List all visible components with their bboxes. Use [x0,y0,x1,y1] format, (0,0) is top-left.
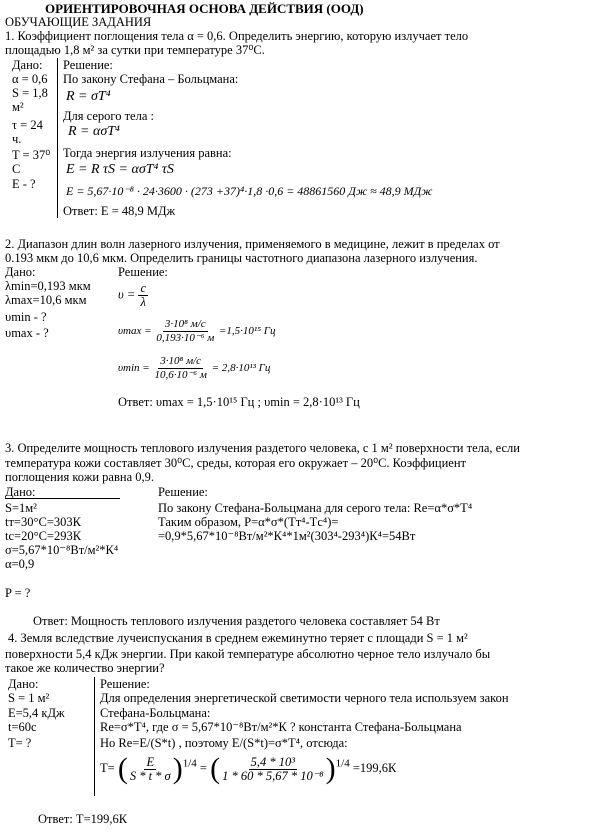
problem1-formula-energy: E = R τS = ασT⁴ τS [66,162,174,177]
problem1-given-item: ч. [12,132,22,146]
problem1-given-item: м² [12,100,24,114]
problem4-formula: T= ( $\frac{E}{S * t * \sigma}$ )$^{1/4}$ = ( $\frac{\text{5,4 * 10³}}{\text{1 * 60 * 5,67 * 10⁻⁸}}$ )$^{1/4}$ =199,6К [100,752,397,785]
problem3-given-item: S=1м² [5,501,37,515]
problem1-solution-text: Для серого тела : [63,109,154,123]
problem4-given-item: S = 1 м² [8,691,50,705]
problem2-formula-min: υmin = $\frac{\text{3·10⁸ м/с}}{\text{10,6·10⁻⁶ м}}$ = 2,8·10¹³ Гц [118,355,271,381]
problem4-line3: такое же количество энергии? [5,661,165,675]
problem2-solution-heading: Решение: [118,265,168,279]
problem3-given-item: tт=30°C=303К [5,515,81,529]
problem1-given-heading: Дано: [12,58,43,72]
problem3-given-item: σ=5,67*10⁻⁸Вт/м²*К⁴ [5,543,119,557]
problem2-given-item: υmax - ? [5,326,49,340]
problem4-solution-text: Но Re=E/(S*t) , поэтому E/(S*t)=σ*T⁴, отсюда: [100,736,348,750]
problem1-solution-heading: Решение: [63,58,113,72]
problem1-solution-text: Тогда энергия излучения равна: [63,146,232,160]
problem1-formula-grey: R = ασT⁴ [68,124,120,139]
problem4-line2: поверхности 5,4 кДж энергии. При какой температуре абсолютно черное тело излучало бы [5,647,491,661]
problem1-given-find: E - ? [12,177,36,191]
problem1-given-item: S = 1,8 [12,86,48,100]
problem1-given-item: τ = 24 [12,118,43,132]
problem1-line2: площадью 1,8 м² за сутки при температуре 37⁰С. [5,43,265,57]
problem3-answer: Ответ: Мощность теплового излучения раздетого человека составляет 54 Вт [33,614,440,628]
problem3-solution-heading: Решение: [158,485,208,499]
problem3-line3: поглощения кожи равна 0,9. [5,470,154,484]
problem1-formula-calc: E = 5,67·10⁻⁸ · 24·3600 · (273 +37)⁴·1,8 ·0,6 = 48861560 Дж ≈ 48,9 МДж [66,184,433,198]
problem4-divider [94,677,95,796]
problem2-given-item: λmax=10,6 мкм [5,293,87,307]
problem1-formula-stefan: R = σT⁴ [66,89,111,104]
problem1-solution-text: По закону Стефана – Больцмана: [63,72,239,86]
problem4-given-item: t=60с [8,720,37,734]
problem1-given-item: α = 0,6 [12,72,48,86]
problem2-given-item: υmin - ? [5,310,47,324]
problem2-line2: 0.193 мкм до 10,6 мкм. Определить границы частотного диапазона лазерного излучения. [5,251,478,265]
problem3-given-item: α=0,9 [5,557,35,571]
problem1-answer: Ответ: E = 48,9 МДж [63,204,176,218]
problem3-solution-text: =0,9*5,67*10⁻⁸Вт/м²*К⁴*1м²(303⁴-293⁴)К⁴=54Вт [158,529,416,543]
problem1-line1: 1. Коэффициент поглощения тела α = 0,6. Определить энергию, которую излучает тело [5,29,469,43]
problem2-line1: 2. Диапазон длин волн лазерного излучения, применяемого в медицине, лежит в пределах от [5,237,500,251]
problem4-given-item: T= ? [8,736,32,750]
problem4-given-heading: Дано: [8,677,39,691]
problem4-answer: Ответ: T=199,6К [38,812,128,826]
problem2-answer: Ответ: υmax = 1,5·10¹⁵ Гц ; υmin = 2,8·10¹³ Гц [118,395,360,409]
problem1-given-item: T = 37⁰ [12,148,51,162]
problem2-given-item: λmin=0,193 мкм [5,279,91,293]
problem3-line1: 3. Определите мощность теплового излучения раздетого человека, с 1 м² поверхности тела, если [5,441,520,455]
problem2-formula-max: υmax = $\frac{\text{3·10⁸ м/с}}{\text{0,193·10⁻⁶ м}}$ =1,5·10¹⁵ Гц [118,318,276,344]
problem4-line1: 4. Земля вследствие лучеиспускания в среднем ежеминутно теряет с площади S = 1 м² [8,631,468,645]
problem3-given-item: tс=20°C=293К [5,529,82,543]
problem3-given-underline [5,498,120,499]
problem3-given-heading: Дано: [5,485,36,499]
problem2-given-heading: Дано: [5,265,36,279]
problem4-solution-text: Стефана-Больцмана: [100,706,211,720]
section-subtitle: ОБУЧАЮЩИЕ ЗАДАНИЯ [5,15,152,29]
page-title: ОРИЕНТИРОВОЧНАЯ ОСНОВА ДЕЙСТВИЯ (ООД) [45,1,364,16]
problem4-solution-text: Re=σ*T⁴, где σ = 5,67*10⁻⁸Вт/м²*К ? константа Стефана-Больцмана [100,720,462,734]
problem4-solution-text: Для определения энергетической светимости черного тела используем закон [100,691,509,705]
problem4-solution-heading: Решение: [100,677,150,691]
problem1-given-item: С [12,162,21,176]
problem3-line2: температура кожи составляет 30⁰С, среды, которая его окружает – 20⁰С. Коэффициент [5,456,466,470]
problem3-find: P = ? [5,586,31,600]
problem3-solution-text: Таким образом, P=α*σ*(Tт⁴-Tс⁴)= [158,515,339,529]
problem4-given-item: E=5,4 кДж [8,706,65,720]
problem2-formula-freq: υ = $\frac{c}{\lambda}$ [118,281,146,309]
problem3-solution-text: По закону Стефана-Больцмана для серого тела: Re=α*σ*T⁴ [158,501,473,515]
problem1-divider [57,58,58,218]
